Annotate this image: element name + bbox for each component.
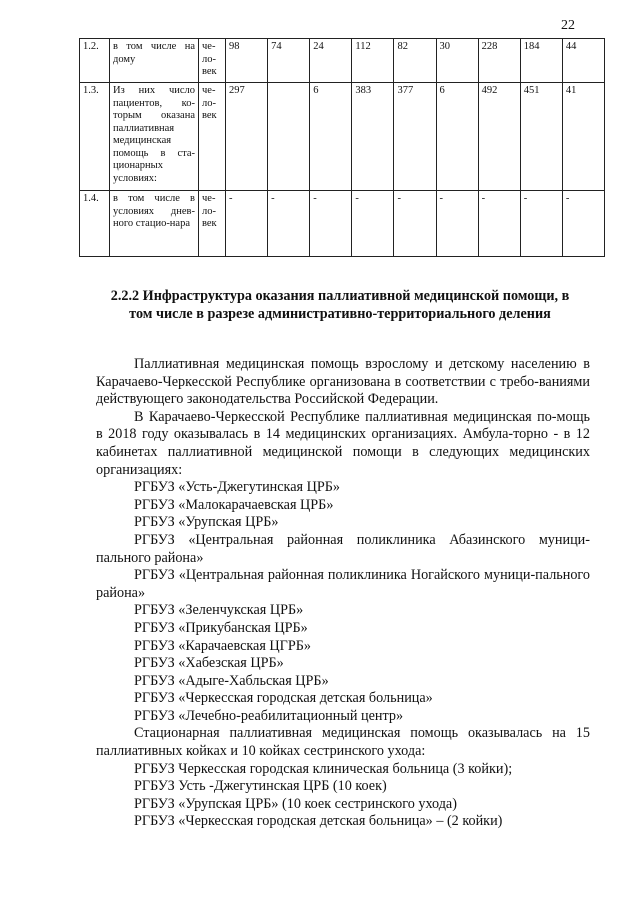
table-cell: - — [394, 191, 436, 257]
table-cell: - — [268, 191, 310, 257]
table-cell: 451 — [520, 83, 562, 191]
row-name: в том числе в условиях днев-ного стацио-нара — [110, 191, 199, 257]
paragraph: Стационарная паллиативная медицинская помощь оказывалась на 15 паллиативных койках и 10 койках сестринского ухода: — [96, 725, 590, 760]
table-row — [80, 83, 605, 191]
list-item: РГБУЗ «Черкесская городская детская больница» – (2 койки) — [134, 813, 503, 830]
table-cell: - — [520, 191, 562, 257]
table-cell: - — [352, 191, 394, 257]
list-item: РГБУЗ Черкесская городская клиническая больница (3 койки); — [134, 760, 513, 777]
list-item: РГБУЗ «Центральная районная поликлиника Абазинского муници-пального района» — [96, 531, 590, 566]
table-cell: 492 — [478, 83, 520, 191]
list-item: РГБУЗ «Усть-Джегутинская ЦРБ» — [134, 479, 340, 496]
table-cell: 41 — [562, 83, 604, 191]
list-item: РГБУЗ «Хабезская ЦРБ» — [134, 655, 284, 672]
row-name: в том числе на дому — [110, 39, 199, 83]
table-cell: - — [226, 191, 268, 257]
list-item: РГБУЗ «Лечебно-реабилитационный центр» — [134, 707, 404, 724]
data-table — [79, 38, 605, 257]
table-cell: - — [562, 191, 604, 257]
table-cell: - — [310, 191, 352, 257]
row-number: 1.3. — [80, 83, 110, 191]
table-cell — [268, 83, 310, 191]
table-cell: 297 — [226, 83, 268, 191]
table-cell: 74 — [268, 39, 310, 83]
list-item: РГБУЗ Усть -Джегутинская ЦРБ (10 коек) — [134, 778, 387, 795]
table-cell: - — [436, 191, 478, 257]
table-cell: 383 — [352, 83, 394, 191]
table-cell: 30 — [436, 39, 478, 83]
table-cell: 44 — [562, 39, 604, 83]
table-row — [80, 39, 605, 83]
list-item: РГБУЗ «Адыге-Хабльская ЦРБ» — [134, 672, 329, 689]
list-item: РГБУЗ «Зеленчукская ЦРБ» — [134, 602, 304, 619]
row-number: 1.2. — [80, 39, 110, 83]
section-heading: 2.2.2 Инфраструктура оказания паллиативной медицинской помощи, в том числе в разрезе административно-территориального деления — [110, 288, 570, 322]
table-cell: 98 — [226, 39, 268, 83]
body-text — [96, 356, 590, 831]
table-cell: 112 — [352, 39, 394, 83]
row-unit: че-ло-век — [199, 83, 226, 191]
paragraph: В Карачаево-Черкесской Республике паллиативная медицинская по-мощь в 2018 году оказывалась в 14 медицинских организациях. Амбула-торно - в 12 кабинетах паллиативной медицинской помощи в следующих медицинских организациях: — [96, 408, 590, 478]
list-item: РГБУЗ «Урупская ЦРБ» (10 коек сестринского ухода) — [134, 795, 457, 812]
table-cell: 377 — [394, 83, 436, 191]
table-row — [80, 191, 605, 257]
table-cell: 6 — [310, 83, 352, 191]
list-item: РГБУЗ «Черкесская городская детская больница» — [134, 690, 433, 707]
row-name: Из них число пациентов, ко-торым оказана паллиативная медицинская помощь в ста-ционарных условиях: — [110, 83, 199, 191]
table-cell: 24 — [310, 39, 352, 83]
row-number: 1.4. — [80, 191, 110, 257]
list-item: РГБУЗ «Урупская ЦРБ» — [134, 514, 279, 531]
paragraph: Паллиативная медицинская помощь взрослому и детскому населению в Карачаево-Черкесской Республике организована в соответствии с требо-ваниями действующего законодательства Российской Федерации. — [96, 356, 590, 408]
list-item: РГБУЗ «Карачаевская ЦГРБ» — [134, 637, 312, 654]
table-cell: 184 — [520, 39, 562, 83]
page-number: 22 — [561, 18, 575, 33]
list-item: РГБУЗ «Малокарачаевская ЦРБ» — [134, 496, 334, 513]
table-cell: 6 — [436, 83, 478, 191]
row-unit: че-ло-век — [199, 39, 226, 83]
table-cell: 82 — [394, 39, 436, 83]
list-item: РГБУЗ «Прикубанская ЦРБ» — [134, 619, 308, 636]
table-cell: 228 — [478, 39, 520, 83]
table-cell: - — [478, 191, 520, 257]
list-item: РГБУЗ «Центральная районная поликлиника Ногайского муници-пального района» — [96, 567, 590, 601]
row-unit: че-ло-век — [199, 191, 226, 257]
